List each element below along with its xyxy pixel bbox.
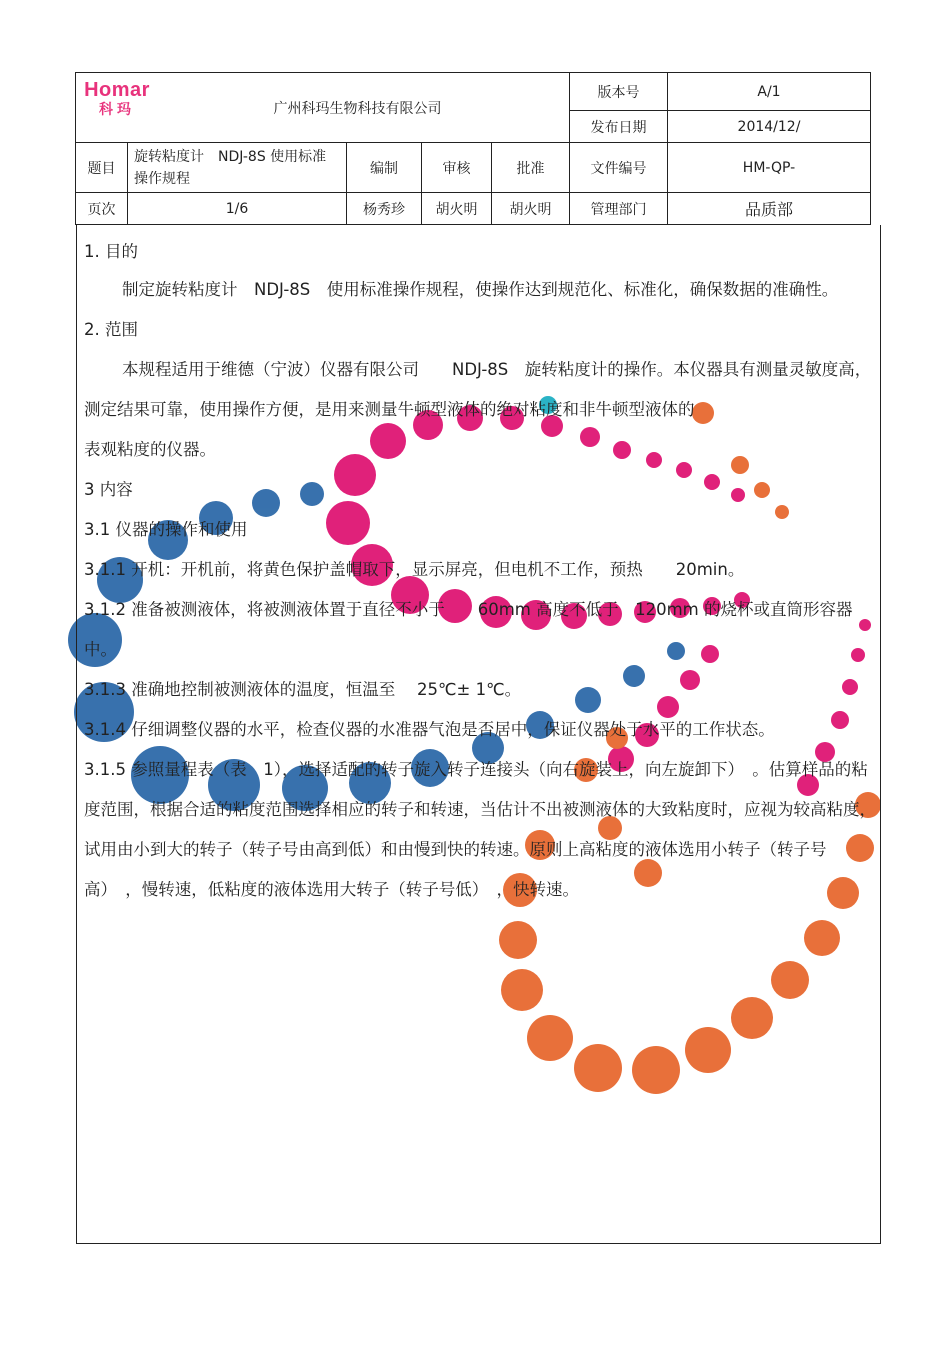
item-3-1-2: 3.1.2 准备被测液体，将被测液体置于直径不小于 60mm 高度不低于 120mm 的烧杯或直筒形容器中。 — [84, 600, 853, 659]
version-value: A/1 — [668, 73, 871, 111]
section-3-1-heading: 3.1 仪器的操作和使用 — [84, 520, 248, 539]
dept-value: 品质部 — [668, 193, 871, 225]
page-label: 页次 — [76, 193, 128, 225]
version-label: 版本号 — [570, 73, 668, 111]
section-3-heading: 3 内容 — [84, 480, 133, 499]
item-3-1-4: 3.1.4 仔细调整仪器的水平，检查仪器的水准器气泡是否居中，保证仪器处于水平的工作状态。 — [84, 720, 775, 739]
reviewer-name: 胡火明 — [422, 193, 492, 225]
review-label: 审核 — [422, 143, 492, 193]
document-body — [84, 232, 876, 910]
homar-logo — [82, 79, 152, 119]
file-no-label: 文件编号 — [570, 143, 668, 193]
company-cell — [76, 73, 570, 143]
dept-label: 管理部门 — [570, 193, 668, 225]
section-2-text-end: 表观粘度的仪器。 — [84, 440, 216, 459]
release-date-label: 发布日期 — [570, 111, 668, 143]
section-2-text: 本规程适用于维德（宁波）仪器有限公司 NDJ-8S 旋转粘度计的操作。本仪器具有测量灵敏度高，测定结果可靠，使用操作方便，是用来测量牛顿型液体的绝对粘度和非牛顿型液体的 — [84, 360, 872, 419]
editor-name: 杨秀珍 — [347, 193, 422, 225]
item-3-1-5: 3.1.5 参照量程表（表 1），选择适配的转子旋入转子连接头（向右旋装上，向左旋卸下） 。估算样品的粘度范围，根据合适的粘度范围选择相应的转子和转速，当估计不出被测液体的大致粘度时，应视为较高粘度，试用由小到大的转子（转子号由高到低）和由慢到快的转速。原则上高粘度的液体选用小转子（转子号高） ，慢转速，低粘度的液体选用大转子（转子号低） ，快转速。 — [84, 760, 876, 899]
item-3-1-1: 3.1.1 开机：开机前，将黄色保护盖帽取下，显示屏亮，但电机不工作，预热 20min。 — [84, 560, 745, 579]
edit-label: 编制 — [347, 143, 422, 193]
section-2-heading: 2. 范围 — [84, 320, 138, 339]
logo-cn: 科玛 — [99, 102, 135, 118]
subject-label: 题目 — [76, 143, 128, 193]
logo-en: Homar — [84, 79, 150, 101]
release-date-value: 2014/12/ — [668, 111, 871, 143]
section-1-heading: 1. 目的 — [84, 242, 138, 261]
approve-label: 批准 — [492, 143, 570, 193]
page-value: 1/6 — [128, 193, 347, 225]
company-name: 广州科玛生物科技有限公司 — [273, 100, 442, 117]
subject-value: 旋转粘度计 NDJ-8S 使用标准操作规程 — [128, 143, 347, 193]
item-3-1-3: 3.1.3 准确地控制被测液体的温度，恒温至 25℃± 1℃。 — [84, 680, 522, 699]
document-header-table — [75, 72, 871, 225]
section-1-text: 制定旋转粘度计 NDJ-8S 使用标准操作规程，使操作达到规范化、标准化，确保数据的准确性。 — [122, 280, 839, 299]
approver-name: 胡火明 — [492, 193, 570, 225]
file-no-value: HM-QP- — [668, 143, 871, 193]
